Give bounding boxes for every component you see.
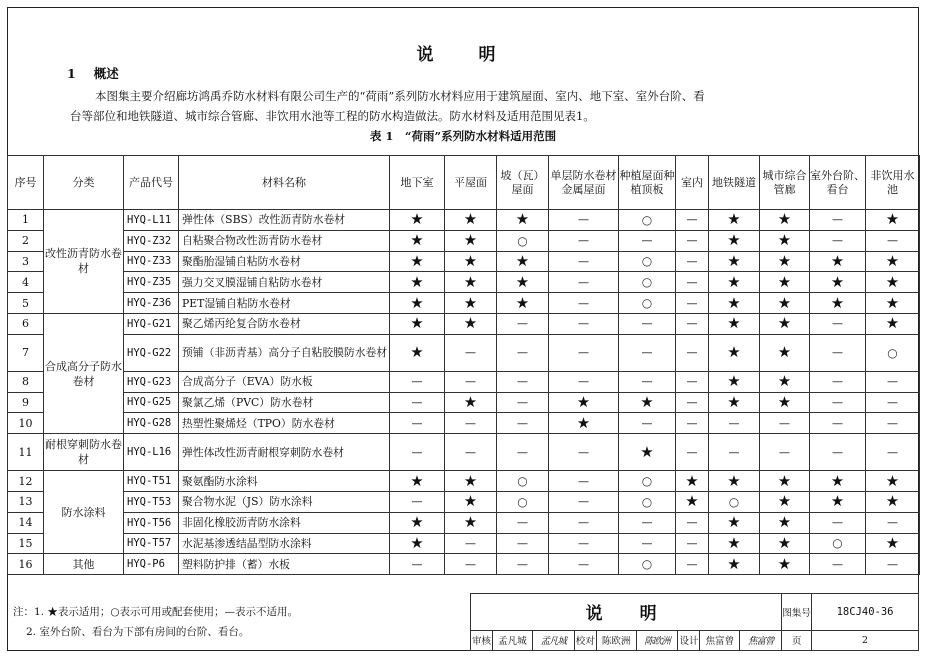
- material-name: 塑料防护排（蓄）水板: [179, 554, 390, 575]
- circle-mark: ○: [497, 471, 549, 492]
- star-mark: ★: [760, 533, 810, 554]
- star-mark: ★: [810, 471, 866, 492]
- dash-mark: —: [676, 272, 709, 293]
- material-name: 强力交叉膜湿铺自粘防水卷材: [179, 272, 390, 293]
- dash-mark: —: [497, 554, 549, 575]
- dash-mark: —: [810, 413, 866, 434]
- star-mark: ★: [709, 272, 760, 293]
- row-number: 4: [8, 272, 44, 293]
- dash-mark: —: [549, 210, 619, 231]
- star-mark: ★: [390, 293, 445, 314]
- material-name: 弹性体（SBS）改性沥青防水卷材: [179, 210, 390, 231]
- dash-mark: —: [549, 334, 619, 371]
- row-number: 9: [8, 392, 44, 413]
- dash-mark: —: [497, 434, 549, 471]
- star-mark: ★: [497, 210, 549, 231]
- star-mark: ★: [497, 251, 549, 272]
- designer-name: 焦富曾: [700, 630, 740, 650]
- circle-mark: ○: [619, 272, 676, 293]
- dash-mark: —: [676, 230, 709, 251]
- material-name: PET湿铺自粘防水卷材: [179, 293, 390, 314]
- row-number: 12: [8, 471, 44, 492]
- dash-mark: —: [760, 413, 810, 434]
- dash-mark: —: [676, 313, 709, 334]
- star-mark: ★: [810, 293, 866, 314]
- dash-mark: —: [497, 512, 549, 533]
- star-mark: ★: [810, 272, 866, 293]
- product-code: HYQ-T53: [124, 491, 179, 512]
- category-cell: 合成高分子防水卷材: [44, 313, 124, 433]
- star-mark: ★: [760, 334, 810, 371]
- dash-mark: —: [390, 554, 445, 575]
- material-name: 聚乙烯丙纶复合防水卷材: [179, 313, 390, 334]
- checker-name: 陈欧洲: [596, 630, 636, 650]
- star-mark: ★: [760, 512, 810, 533]
- row-number: 16: [8, 554, 44, 575]
- star-mark: ★: [619, 392, 676, 413]
- star-mark: ★: [760, 251, 810, 272]
- dash-mark: —: [676, 371, 709, 392]
- dash-mark: —: [810, 512, 866, 533]
- row-number: 7: [8, 334, 44, 371]
- dash-mark: —: [810, 554, 866, 575]
- star-mark: ★: [810, 491, 866, 512]
- dash-mark: —: [549, 434, 619, 471]
- dash-mark: —: [676, 413, 709, 434]
- dash-mark: —: [676, 334, 709, 371]
- designer-signature: 焦富曾: [740, 630, 782, 650]
- star-mark: ★: [760, 491, 810, 512]
- header-basement: 地下室: [390, 156, 445, 210]
- star-mark: ★: [390, 272, 445, 293]
- header-category: 分类: [44, 156, 124, 210]
- dash-mark: —: [810, 392, 866, 413]
- product-code: HYQ-L11: [124, 210, 179, 231]
- table-row: [8, 392, 920, 413]
- dash-mark: —: [676, 293, 709, 314]
- star-mark: ★: [760, 230, 810, 251]
- dash-mark: —: [549, 272, 619, 293]
- dash-mark: —: [866, 230, 920, 251]
- dash-mark: —: [497, 533, 549, 554]
- product-code: HYQ-T56: [124, 512, 179, 533]
- dash-mark: —: [676, 392, 709, 413]
- star-mark: ★: [709, 533, 760, 554]
- dash-mark: —: [810, 313, 866, 334]
- title-block: [470, 593, 919, 651]
- star-mark: ★: [760, 210, 810, 231]
- check-label: 校对: [574, 630, 596, 650]
- table-row: [8, 230, 920, 251]
- star-mark: ★: [445, 293, 497, 314]
- material-name: 弹性体改性沥青耐根穿刺防水卷材: [179, 434, 390, 471]
- header-no: 序号: [8, 156, 44, 210]
- table-row: [8, 533, 920, 554]
- product-code: HYQ-T51: [124, 471, 179, 492]
- dash-mark: —: [390, 491, 445, 512]
- dash-mark: —: [445, 554, 497, 575]
- table-row: [8, 371, 920, 392]
- dash-mark: —: [619, 313, 676, 334]
- dash-mark: —: [760, 434, 810, 471]
- star-mark: ★: [760, 392, 810, 413]
- dash-mark: —: [549, 230, 619, 251]
- star-mark: ★: [760, 313, 810, 334]
- dash-mark: —: [810, 334, 866, 371]
- star-mark: ★: [866, 210, 920, 231]
- star-mark: ★: [445, 272, 497, 293]
- dash-mark: —: [549, 313, 619, 334]
- header-non-potable-pool: 非饮用水池: [866, 156, 920, 210]
- row-number: 8: [8, 371, 44, 392]
- circle-mark: ○: [497, 491, 549, 512]
- dash-mark: —: [549, 533, 619, 554]
- material-name: 聚氯乙烯（PVC）防水卷材: [179, 392, 390, 413]
- star-mark: ★: [445, 313, 497, 334]
- star-mark: ★: [709, 554, 760, 575]
- product-code: HYQ-Z36: [124, 293, 179, 314]
- row-number: 14: [8, 512, 44, 533]
- table-row: [8, 293, 920, 314]
- dash-mark: —: [676, 251, 709, 272]
- dash-mark: —: [709, 434, 760, 471]
- star-mark: ★: [390, 230, 445, 251]
- header-metro-tunnel: 地铁隧道: [709, 156, 760, 210]
- circle-mark: ○: [619, 210, 676, 231]
- product-code: HYQ-T57: [124, 533, 179, 554]
- dash-mark: —: [676, 434, 709, 471]
- star-mark: ★: [390, 471, 445, 492]
- header-pitched-roof: 坡（瓦）屋面: [497, 156, 549, 210]
- category-cell: 防水涂料: [44, 471, 124, 554]
- dash-mark: —: [549, 251, 619, 272]
- circle-mark: ○: [619, 471, 676, 492]
- product-code: HYQ-P6: [124, 554, 179, 575]
- dash-mark: —: [866, 434, 920, 471]
- star-mark: ★: [709, 251, 760, 272]
- header-metal-roof: 单层防水卷材金属屋面: [549, 156, 619, 210]
- star-mark: ★: [866, 251, 920, 272]
- review-label: 审核: [471, 630, 493, 650]
- dash-mark: —: [497, 313, 549, 334]
- star-mark: ★: [709, 230, 760, 251]
- table-header-row: [8, 156, 920, 210]
- table-caption: 表 1 “荷雨”系列防水材料适用范围: [369, 129, 557, 143]
- table-row: [8, 491, 920, 512]
- star-mark: ★: [760, 554, 810, 575]
- dash-mark: —: [676, 554, 709, 575]
- dash-mark: —: [619, 371, 676, 392]
- dash-mark: —: [866, 512, 920, 533]
- table-row: [8, 434, 920, 471]
- section-heading: [67, 64, 119, 82]
- table-row: [8, 334, 920, 371]
- dash-mark: —: [676, 210, 709, 231]
- intro-text-line2: 台等部位和地铁隧道、城市综合管廊、非饮用水池等工程的防水构造做法。防水材料及适用范围见表1。: [70, 109, 595, 123]
- dash-mark: —: [619, 334, 676, 371]
- dash-mark: —: [866, 371, 920, 392]
- star-mark: ★: [760, 371, 810, 392]
- header-material-name: 材料名称: [179, 156, 390, 210]
- dash-mark: —: [810, 210, 866, 231]
- dash-mark: —: [390, 392, 445, 413]
- table-row: [8, 272, 920, 293]
- dash-mark: —: [497, 413, 549, 434]
- product-code: HYQ-L16: [124, 434, 179, 471]
- star-mark: ★: [549, 413, 619, 434]
- row-number: 5: [8, 293, 44, 314]
- star-mark: ★: [390, 251, 445, 272]
- dash-mark: —: [549, 371, 619, 392]
- star-mark: ★: [445, 251, 497, 272]
- star-mark: ★: [390, 210, 445, 231]
- dash-mark: —: [549, 293, 619, 314]
- dash-mark: —: [676, 533, 709, 554]
- materials-table: [7, 155, 920, 575]
- star-mark: ★: [866, 272, 920, 293]
- circle-mark: ○: [497, 230, 549, 251]
- table-row: [8, 210, 920, 231]
- star-mark: ★: [390, 512, 445, 533]
- star-mark: ★: [709, 371, 760, 392]
- dash-mark: —: [445, 434, 497, 471]
- star-mark: ★: [497, 293, 549, 314]
- product-code: HYQ-Z35: [124, 272, 179, 293]
- row-number: 13: [8, 491, 44, 512]
- material-name: 合成高分子（EVA）防水板: [179, 371, 390, 392]
- circle-mark: ○: [619, 491, 676, 512]
- product-code: HYQ-Z33: [124, 251, 179, 272]
- checker-signature: 陈欧洲: [636, 630, 678, 650]
- material-name: 聚氨酯防水涂料: [179, 471, 390, 492]
- category-cell: 改性沥青防水卷材: [44, 210, 124, 314]
- material-name: 热塑性聚烯烃（TPO）防水卷材: [179, 413, 390, 434]
- page-label: 页: [782, 630, 812, 650]
- star-mark: ★: [866, 471, 920, 492]
- table-row: [8, 413, 920, 434]
- dash-mark: —: [497, 392, 549, 413]
- dash-mark: —: [866, 554, 920, 575]
- circle-mark: ○: [810, 533, 866, 554]
- material-name: 水泥基渗透结晶型防水涂料: [179, 533, 390, 554]
- star-mark: ★: [760, 293, 810, 314]
- table-row: [8, 512, 920, 533]
- star-mark: ★: [709, 392, 760, 413]
- star-mark: ★: [760, 272, 810, 293]
- row-number: 1: [8, 210, 44, 231]
- table-body: [8, 210, 920, 575]
- dash-mark: —: [866, 413, 920, 434]
- star-mark: ★: [866, 293, 920, 314]
- dash-mark: —: [810, 371, 866, 392]
- material-name: 聚酯胎湿铺自粘防水卷材: [179, 251, 390, 272]
- material-name: 预铺（非沥青基）高分子自粘胶膜防水卷材: [179, 334, 390, 371]
- product-code: HYQ-G28: [124, 413, 179, 434]
- atlas-label: 图集号: [782, 594, 812, 631]
- dash-mark: —: [445, 334, 497, 371]
- table-row: [8, 471, 920, 492]
- star-mark: ★: [709, 471, 760, 492]
- product-code: HYQ-G21: [124, 313, 179, 334]
- section-number: 1: [67, 66, 76, 81]
- note-line-1: 注：1. ★表示适用；○表示可用或配套使用；—表示不适用。: [13, 606, 299, 618]
- star-mark: ★: [497, 272, 549, 293]
- intro-text-line1: 本图集主要介绍廊坊鸿禹乔防水材料有限公司生产的“荷雨”系列防水材料应用于建筑屋面、室内、地下室、室外台阶、看: [95, 89, 705, 103]
- star-mark: ★: [709, 293, 760, 314]
- dash-mark: —: [709, 413, 760, 434]
- circle-mark: ○: [619, 293, 676, 314]
- dash-mark: —: [549, 491, 619, 512]
- circle-mark: ○: [619, 251, 676, 272]
- star-mark: ★: [445, 491, 497, 512]
- row-number: 6: [8, 313, 44, 334]
- header-planting-roof: 种植屋面种植顶板: [619, 156, 676, 210]
- product-code: HYQ-G25: [124, 392, 179, 413]
- star-mark: ★: [866, 533, 920, 554]
- star-mark: ★: [676, 491, 709, 512]
- material-name: 自粘聚合物改性沥青防水卷材: [179, 230, 390, 251]
- star-mark: ★: [676, 471, 709, 492]
- page-title: 说 明: [416, 45, 510, 65]
- star-mark: ★: [390, 334, 445, 371]
- row-number: 11: [8, 434, 44, 471]
- dash-mark: —: [390, 413, 445, 434]
- table-row: [8, 554, 920, 575]
- dash-mark: —: [497, 334, 549, 371]
- section-title: 概述: [93, 66, 119, 81]
- dash-mark: —: [810, 434, 866, 471]
- dash-mark: —: [445, 533, 497, 554]
- header-code: 产品代号: [124, 156, 179, 210]
- design-label: 设计: [678, 630, 700, 650]
- notes: [13, 602, 298, 642]
- star-mark: ★: [445, 471, 497, 492]
- circle-mark: ○: [709, 491, 760, 512]
- category-cell: 其他: [44, 554, 124, 575]
- star-mark: ★: [390, 533, 445, 554]
- note-line-2: 2. 室外台阶、看台为下部有房间的台阶、看台。: [26, 626, 250, 638]
- header-utility-tunnel: 城市综合管廊: [760, 156, 810, 210]
- row-number: 2: [8, 230, 44, 251]
- dash-mark: —: [445, 371, 497, 392]
- star-mark: ★: [445, 512, 497, 533]
- star-mark: ★: [445, 210, 497, 231]
- star-mark: ★: [810, 251, 866, 272]
- header-flat-roof: 平屋面: [445, 156, 497, 210]
- dash-mark: —: [549, 471, 619, 492]
- product-code: HYQ-Z32: [124, 230, 179, 251]
- category-cell: 耐根穿刺防水卷材: [44, 434, 124, 471]
- table-row: [8, 251, 920, 272]
- dash-mark: —: [619, 230, 676, 251]
- dash-mark: —: [619, 512, 676, 533]
- star-mark: ★: [445, 230, 497, 251]
- dash-mark: —: [810, 230, 866, 251]
- star-mark: ★: [709, 313, 760, 334]
- dash-mark: —: [497, 371, 549, 392]
- star-mark: ★: [709, 334, 760, 371]
- dash-mark: —: [390, 434, 445, 471]
- material-name: 聚合物水泥（JS）防水涂料: [179, 491, 390, 512]
- table-row: [8, 313, 920, 334]
- star-mark: ★: [549, 392, 619, 413]
- dash-mark: —: [619, 533, 676, 554]
- circle-mark: ○: [866, 334, 920, 371]
- row-number: 15: [8, 533, 44, 554]
- dash-mark: —: [549, 554, 619, 575]
- reviewer-signature: 孟凡城: [532, 630, 574, 650]
- product-code: HYQ-G22: [124, 334, 179, 371]
- dash-mark: —: [445, 413, 497, 434]
- star-mark: ★: [866, 491, 920, 512]
- reviewer-name: 孟凡城: [492, 630, 532, 650]
- dash-mark: —: [676, 512, 709, 533]
- star-mark: ★: [709, 210, 760, 231]
- header-indoor: 室内: [676, 156, 709, 210]
- product-code: HYQ-G23: [124, 371, 179, 392]
- star-mark: ★: [709, 512, 760, 533]
- page-number: 2: [812, 630, 919, 650]
- dash-mark: —: [390, 371, 445, 392]
- circle-mark: ○: [619, 554, 676, 575]
- star-mark: ★: [760, 471, 810, 492]
- title-block-sheet-title: 说 明: [471, 594, 782, 631]
- dash-mark: —: [619, 413, 676, 434]
- star-mark: ★: [445, 392, 497, 413]
- star-mark: ★: [619, 434, 676, 471]
- row-number: 3: [8, 251, 44, 272]
- dash-mark: —: [549, 512, 619, 533]
- material-name: 非固化橡胶沥青防水涂料: [179, 512, 390, 533]
- star-mark: ★: [390, 313, 445, 334]
- dash-mark: —: [866, 392, 920, 413]
- atlas-number: 18CJ40-36: [812, 594, 919, 631]
- row-number: 10: [8, 413, 44, 434]
- star-mark: ★: [866, 313, 920, 334]
- header-outdoor-steps: 室外台阶、看台: [810, 156, 866, 210]
